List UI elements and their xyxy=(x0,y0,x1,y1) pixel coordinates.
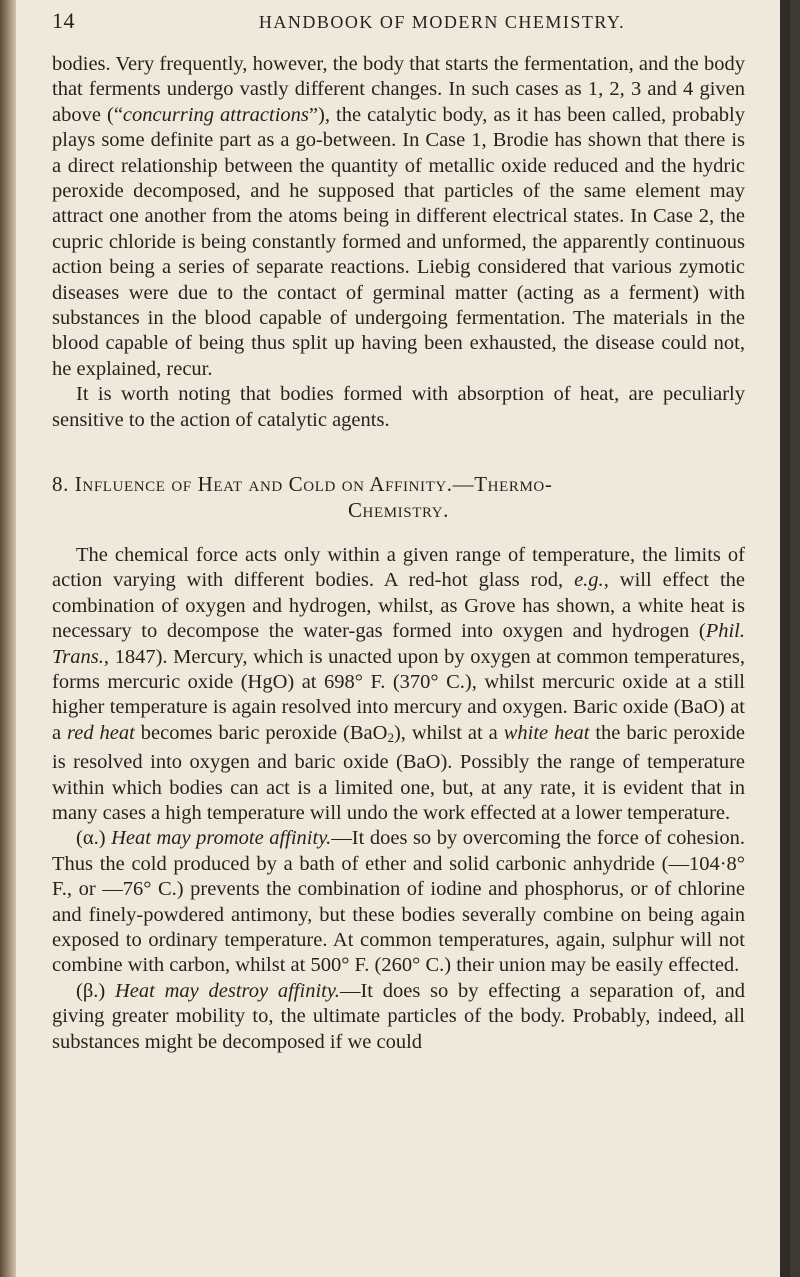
paragraph-3-text-c: , 1847). Mercury, which is unacted upon by oxygen at common temperatures, forms mercuric oxide (HgO) at 698° F. (370° C.), whilst mercuric oxide at a still higher temperature is again resolved into mercury and oxygen. Baric oxide (BaO) at a xyxy=(52,645,745,744)
running-head: HANDBOOK OF MODERN CHEMISTRY. xyxy=(258,12,626,32)
paragraph-1-text-b: ”), the catalytic body, as it has been called, probably plays some definite part as a go-between. In Case 1, Brodie has shown that there is a direct relationship between the quantity of metallic oxide reduced and the hydric peroxide decomposed, and he supposed that particles of the same element may attract one another from the atoms being in different electrical states. In Case 2, the cupric chloride is being constantly formed and unformed, the apparently continuous action being a series of separate reactions. Liebig considered that various zymotic diseases were due to the contact of germinal matter (acting as a ferment) with substances in the blood capable of undergoing fermentation. The materials in the blood capable of being thus split up having been exhausted, the disease could not, he explained, recur. xyxy=(52,103,746,380)
red-heat-emphasis: red heat xyxy=(67,721,135,744)
white-heat-emphasis: white heat xyxy=(503,721,590,744)
eg-emphasis: e.g. xyxy=(574,569,604,592)
paragraph-3-text-e: ), whilst at a xyxy=(393,721,504,744)
phil-trans-emphasis: Phil. Trans. xyxy=(52,620,745,668)
paragraph-4-text: —It does so by overcoming the force of cohesion. Thus the cold produced by a bath of ether and solid carbonic anhydride (—104·8° F., or —76° C.) prevents the combination of iodine and phosphorus, or of chlorine and finely-powdered antimony, but these bodies severally combine on being again exposed to ordinary temperature. At common temperatures, again, sulphur will not combine with carbon, whilst at 500° F. (260° C.) their union may be easily effected. xyxy=(52,827,745,977)
scan-right-edge xyxy=(780,0,790,1277)
paragraph-3-text-a: The chemical force acts only within a given range of temperature, the limits of action varying with different bodies. A red-hot glass rod, xyxy=(52,543,745,592)
concurring-attractions-emphasis: concurring attractions xyxy=(122,103,309,126)
paragraph-3-text-d: becomes baric peroxide (BaO xyxy=(134,721,388,744)
paragraph-5 xyxy=(52,979,745,1055)
alpha-label: (α.) xyxy=(76,827,112,850)
page-header xyxy=(52,8,742,42)
page-body xyxy=(52,52,745,1055)
section-heading-line-1: 8. Influence of Heat and Cold on Affinity.—Thermo- xyxy=(52,472,553,497)
beta-label: (β.) xyxy=(76,979,115,1002)
paragraph-3-text-b: , will effect the combination of oxygen and hydrogen, whilst, as Grove has shown, a white heat is necessary to decompose the water-gas formed into oxygen and hydrogen ( xyxy=(52,569,745,643)
book-binding-edge xyxy=(0,0,16,1277)
paragraph-2: It is worth noting that bodies formed with absorption of heat, are peculiarly sensitive to the action of catalytic agents. xyxy=(52,383,745,431)
page-number: 14 xyxy=(52,8,75,33)
paragraph-3-text-f: the baric peroxide is resolved into oxygen and baric oxide (BaO). Possibly the range of temperature within which bodies can act is a limited one, but, at any rate, it is evident that in many cases a high temperature will undo the work effected at a lower temperature. xyxy=(52,721,745,824)
paragraph-3 xyxy=(52,543,745,826)
paragraph-5-text: —It does so by effecting a separation of, and giving greater mobility to, the ultimate particles of the body. Probably, indeed, all substances might be decomposed if we could xyxy=(52,979,745,1053)
paragraph-4 xyxy=(52,826,745,978)
heat-destroy-affinity-heading: Heat may destroy affinity. xyxy=(114,979,340,1002)
paragraph-1-text-a: bodies. Very frequently, however, the body that starts the fermentation, and the body that ferments undergo vastly different changes. In such cases as 1, 2, 3 and 4 given above (“ xyxy=(52,53,745,126)
section-heading xyxy=(52,472,745,523)
heat-promote-affinity-heading: Heat may promote affinity. xyxy=(111,827,332,850)
subscript-2: 2 xyxy=(387,729,394,745)
section-heading-line-2: Chemistry. xyxy=(347,497,450,522)
paragraph-1 xyxy=(52,52,745,382)
